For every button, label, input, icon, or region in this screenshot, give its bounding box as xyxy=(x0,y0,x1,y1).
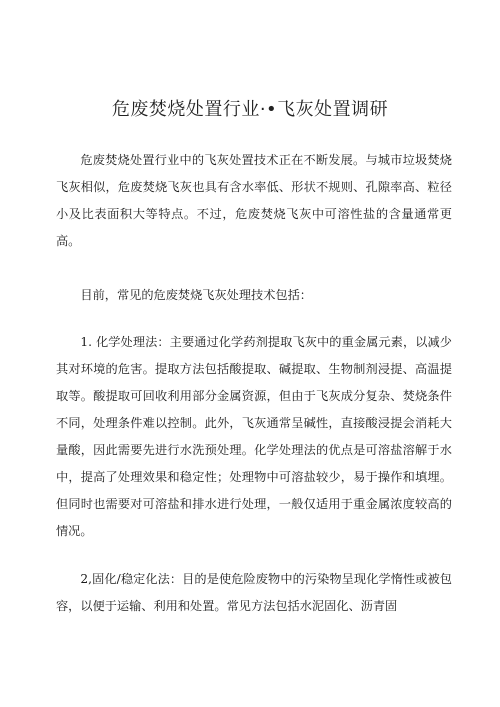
paragraph-intro: 危废焚烧处置行业中的飞灰处置技术正在不断发展。与城市垃圾焚烧飞灰相似，危废焚烧飞灰也具有含水率低、形状不规则、孔隙率高、粒径小及比表面积大等特点。不过，危废焚烧飞灰中可溶性盐的含量通常更高。 xyxy=(56,153,452,248)
paragraph-solidification: 2,固化/稳定化法：目的是使危险废物中的污染物呈现化学惰性或被包容，以便于运输、利用和处置。常见方法包括水泥固化、沥青固 xyxy=(56,572,452,613)
paragraph-chemical-treatment: 1. 化学处理法：主要通过化学药剂提取飞灰中的重金属元素，以减少其对环境的危害。提取方法包括酸提取、碱提取、生物制剂浸提、高温提取等。酸提取可回收利用部分金属资源，但由于飞灰成分复杂、焚烧条件不同，处理条件难以控制。此外，飞灰通常呈碱性，直接酸浸提会消耗大量酸，因此需要先进行水洗预处理。化学处理法的优点是可溶盐溶解于水中，提高了处理效果和稳定性；处理物中可溶盐较少，易于操作和填埋。但同时也需要对可溶盐和排水进行处理，一般仅适用于重金属浓度较高的情况。 xyxy=(56,335,452,538)
document-title: 危废焚烧处置行业·•飞灰处置调研 xyxy=(111,99,389,120)
paragraph-techniques-lead: 目前，常见的危废焚烧飞灰处理技术包括： xyxy=(80,288,312,302)
